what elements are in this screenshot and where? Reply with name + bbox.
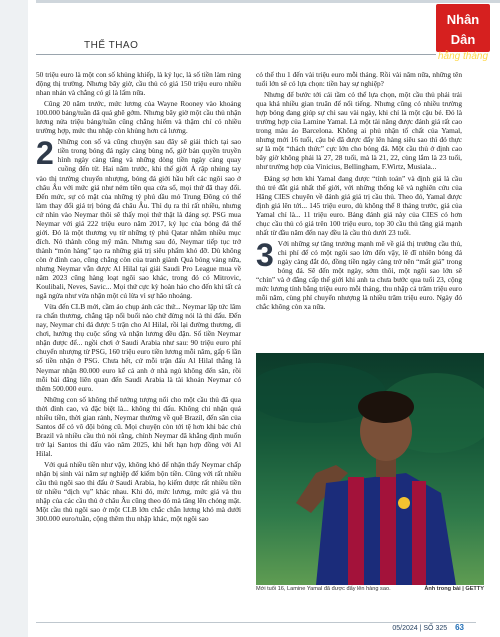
top-border bbox=[36, 0, 500, 3]
newspaper-logo bbox=[436, 4, 490, 62]
paragraph-text: Những con số và cũng chuyện sau đây sẽ giải thích tại sao tiền trong bóng đá ngày càng bùng nổ, giờ bản quyền truyền hình ngày càng tăng và những dòng tiền ngày càng quay cuồng đến từ. Hai năm trước, khi thế giới Ả rập nhúng tay vào thị trường chuyển nhượng, bóng đá giới hầu hết các ngôi sao ở châu Âu với mức giá như ném tiền qua cửa sổ, mọi thứ đã thay đổi. Đến mức, sự có mặt của những tỷ phú dầu mỏ Trung Đông có thể làm thay đổi giá trị bóng đá châu Âu. Thì dụ ra thì rất nhiều, nhưng cứ nhìn vào Neymar thôi sẽ thấy mọi thứ thật là đáng sợ. PSG mua Neymar với giá 222 triệu euro năm 2017, kỷ lục của bóng đá thế giới. Đó là một thương vụ từ những tỷ phú Qatar nhằm nhiều mục đích. Nó thành công mỹ mãn. Nhưng sau đó, Neymar tiếp tục trở thành “món hàng” tạo ra những giá trị siêu phẩm khó đỡ. Dù không còn ở đỉnh cao, cũng chẳng còn của tranh giành Quả bóng vàng nữa, nhưng Neymar vẫn được Al Hilal tại giải Saudi Pro League mua về năm 2023 cũng hàng loạt ngôi sao khác, trong đó có Mitrovic, Koulibali, Neves, Savic... Mọi thứ cực kỳ hoàn hảo cho đến khi tất cả ngã ngửa như vừa nhận một cú lừa vì sự hão nhoáng. bbox=[36, 137, 241, 301]
paragraph-with-dropcap bbox=[256, 236, 462, 312]
page-number: 63 bbox=[455, 623, 464, 632]
section-label: THỂ THAO bbox=[84, 40, 139, 51]
paragraph: Vừa đến CLB mới, cầm áo chụp ảnh các thứ... Neymar lập tức lâm ra chấn thương, chẳng tập nổi buổi nào chứ đừng nói là thi đấu. Đến nay, Neymar chỉ đá được 5 trận cho Al Hilal, rồi lại đường thương, dì chơi, hướng thụ cuộc sống và nhận lương đều đặn. Số tiền Neymar nhận được để... ngồi chơi ở Saudi Arabia như sau: 90 triệu euro phí chuyển nhượng từ PSG, 160 triệu euro tiền lương mỗi năm, gấp 6 lần số tiền nhận ở PSG. Chưa hết, cứ mỗi trận đấu Al Hilal thắng là Neymar nhận 80.000 euro kể cả anh ở nhà ngủ không đến sân, rồi mỗi bài đăng liên quan đến Saudi Arabia là tài khoản Neymar có thêm 500.000 euro. bbox=[36, 302, 241, 393]
side-strip bbox=[0, 0, 28, 637]
paragraph: Nhưng để bước tới cái tầm có thể lựa chọn, một cầu thủ phải trải qua khá nhiều gian truân để nổi tiếng. Nhưng cũng có nhiều trường hợp bóng đang giúp sự chi sau vài ngày, khi chỉ là một cậu bé. Đó là trường hợp của Lamine Yamal. Là một tài năng được đánh giá rất cao trong màu áo Barcelona. Không ai phủ nhận tố chất của Yamal, nhưng mới 16 tuổi, cậu bé đã được đẩy lên hàng siêu sao thì đó thực sự là một “thách thức” cực lớn cho bóng đá. Một cầu thủ ở định cao bây giờ không phải là 27, 28 tuổi, mà là 21, 22, cùng lắm là 23 tuổi, như trường hợp của Vinicius, Bellingham, F.Wirtz, Musiala... bbox=[256, 90, 462, 172]
paragraph-with-dropcap bbox=[36, 137, 241, 300]
page-footer bbox=[392, 623, 464, 632]
paragraph: 50 triệu euro là một con số khủng khiếp, là kỷ lục, là số tiền làm rúng động thị trường. Nhưng bây giờ, cầu thủ có giá 150 triệu euro nhiều nhan nhản và chẳng có gì là lấm nữa. bbox=[36, 70, 241, 98]
player-photo bbox=[256, 353, 484, 585]
logo-line-1: Nhân Dân bbox=[446, 12, 480, 47]
photo-caption bbox=[256, 586, 484, 592]
separator: | bbox=[419, 625, 424, 632]
issue-date: 05/2024 bbox=[392, 625, 418, 632]
dropcap-number: 2 bbox=[36, 135, 54, 172]
paragraph: Đáng sợ hơn khi Yamal đang được “tính toán” và định giá là cầu thủ trẻ đắt giá nhất thế giới, với những thống kê và nghiên cứu của Hãng CIES chuyên về đánh giá giá trị cầu thủ. Theo đó, Yamal được định giá lên tới... 145 triệu euro, dù không thể 8 tháng trước, giá của Yamal chỉ là... 11 triệu euro. Bảng đánh giá này của CIES có hơn chục cầu thủ có giá trên 100 triệu euro, top 30 cầu thủ tăng giá mạnh nhất từ đầu năm đến nay đều là cầu thủ dưới 23 tuổi. bbox=[256, 173, 462, 237]
paragraph: có thể thu 1 đến vài triệu euro mỗi tháng. Rồi vài năm nữa, những tên tuổi lớn sẽ có lựa chọn: tiền hay sự nghiệp? bbox=[256, 70, 462, 89]
issue-number: SỐ 325 bbox=[423, 625, 448, 632]
paragraph: Với quá nhiều tiền như vậy, không khó để nhận thấy Neymar chấp nhận bị sinh vài năm sự nghiệp để kiếm bộn tiền. Cũng với rất nhiều cầu thủ ngôi sao thi đấu ở Saudi Arabia, họ kiếm được rất nhiều tiền từ nhiều “dịch vụ” khác nhau. Khi đó, mức lương, mức giá và thu nhập của các cầu thủ ở châu Âu cũng theo đó mà tăng lên chóng mặt. Một cầu thủ ngôi sao ở một CLB lớn chắc chắn lương khó mà dưới 300.000 euro/tuần, cộng thêm thu nhập khác, một ngôi sao bbox=[36, 459, 241, 524]
section-rule bbox=[36, 54, 436, 55]
logo-line-2: hằng tháng bbox=[437, 51, 489, 62]
article-column-left bbox=[36, 70, 241, 525]
dropcap-number: 3 bbox=[256, 236, 274, 273]
paragraph: Cũng 20 năm trước, mức lương của Wayne Rooney vào khoảng 100.000 bảng/tuần đã quá ghê gớm. Nhưng bây giờ một cầu thủ nhận lương nửa triệu bảng/tuần cũng chẳng hiếm và thậm chí có nhiều trường hợp, mức thu nhập còn khủng hơn cả lương. bbox=[36, 99, 241, 136]
paragraph: Những con số không thể tưởng tượng nổi cho một cầu thủ đã qua thời đỉnh cao, và đặc biệt là... không thi đấu. Không chỉ nhận quá nhiều tiền, thời gian rảnh, Neymar thường về quê Brazil, đến sân của Santos để có vô đội bóng cũ. Mọi chuyện còn tới tệ hơn khi bác chủ Brazil và nhiều cầu thủ nói rằng, chính Neymar đã khẳng định muốn trở lại Santos thi đấu vào năm 2025, khi hết hạn hợp đồng với Al Hilal. bbox=[36, 394, 241, 458]
photo-credit: Ảnh trong bài | GETTY bbox=[424, 586, 484, 592]
article-column-right bbox=[256, 70, 462, 313]
paragraph-text: Với những sự tăng trưởng mạnh mẽ về giá thị trường cầu thủ, chi phí để có một ngôi sao lớn đến vậy, lẽ đĩ nhiên bóng đá ngày càng đắt đỏ, đồng tiền ngày càng trở nên “mất giá” trong bóng đá. Sẽ đến một ngày, sớm thôi, một ngôi sao lớn sẽ “chín” và ở đẳng cấp thế giới khi anh ta chưa bước qua tuổi 23, cộng mức lương tính bằng triệu euro mỗi tháng, thu nhập cả trăm triệu euro mỗi năm, cùng phí chuyển nhượng là nhiều trăm triệu euro. Ngày đó chắc không còn xa nữa. bbox=[256, 238, 462, 312]
caption-text: Mới tuổi 16, Lamine Yamal đã được đẩy lên hàng sao. bbox=[256, 586, 391, 592]
player-illustration bbox=[256, 353, 484, 585]
